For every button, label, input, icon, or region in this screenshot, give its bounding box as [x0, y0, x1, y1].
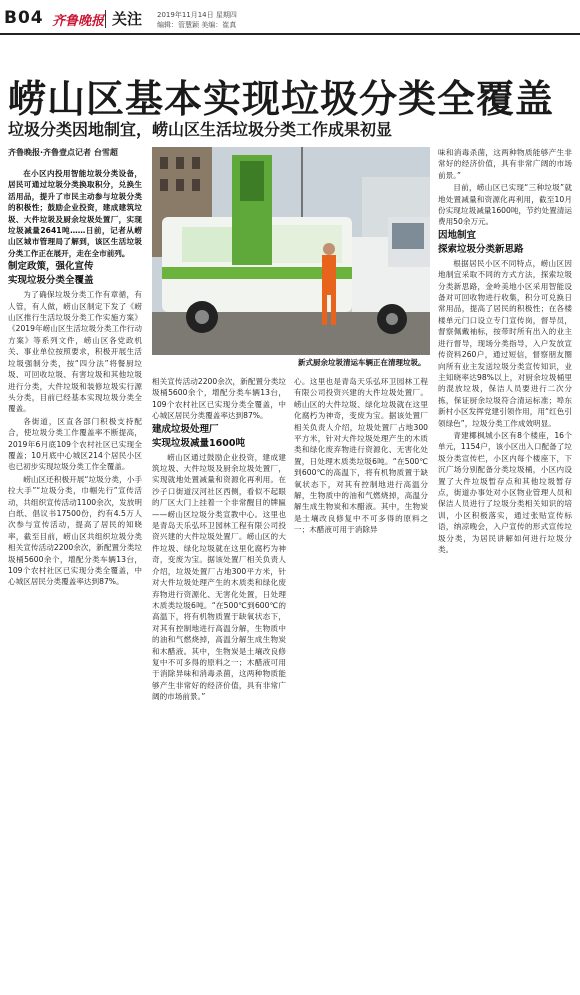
body-paragraph: 味和消毒杀菌，这两种物质能够产生非常好的经济价值，具有非常广阔的市场前景。”: [438, 148, 572, 180]
section-name: 关注: [112, 10, 143, 28]
body-paragraph: 各街道，区直各部门积极支持配合，使垃圾分类工作覆盖率不断提高，2019年6月底109个农村社区已实现全覆盖；10月底中心城区214个居民小区也已初步实现垃圾分类工作全覆盖。: [8, 416, 142, 472]
column-4: [438, 147, 572, 554]
column-1: [8, 168, 142, 587]
editors: 编辑：管慧颖 美编：崔真: [157, 21, 237, 29]
paper-logo: 齐鲁晚报: [52, 14, 105, 29]
section-heading: 制定政策，强化宣传 实现垃圾分类全覆盖: [8, 261, 94, 287]
subheadline: 垃圾分类因地制宜，崂山区生活垃圾分类工作成果初显: [8, 120, 393, 139]
byline: 齐鲁晚报·齐鲁壹点记者 台雪超: [8, 148, 118, 157]
section-heading: 因地制宜 探索垃圾分类新思路: [438, 229, 524, 255]
masthead-rule: [0, 33, 580, 35]
masthead-divider: [105, 10, 106, 28]
body-paragraph: 为了确保垃圾分类工作有章循，有人管，有人做，崂山区制定下发了《崂山区推行生活垃圾分类工作实施方案》《2019年崂山区生活垃圾分类工作行动方案》等系列文件，崂山区各党政机关、事业单位按照要求，积极开展生活垃圾强制分类，按“四分法”将餐厨垃圾、可回收垃圾、有害垃圾和其他垃圾进行分类，大件垃圾和装修垃圾实行源头分类，目前已经基本实现垃圾分类全覆盖。: [8, 290, 142, 414]
body-paragraph: 崂山区还积极开展“垃圾分类，小手拉大手”“垃圾分类，巾帼先行”宣传活动，共组织宣传活动1100余次，发放明白纸、倡议书17500份，约有4.5万人次参与宣传活动，提高了居民的知晓率，截至目前，崂山区共组织垃圾分类相关宣传活动2200余次，新配置分类垃圾桶5600余个，增配分类车辆13台，109个农村社区已实现分类全覆盖，中心城区居民分类覆盖率达到87%。: [8, 474, 142, 587]
body-paragraph: 青建椰枫城小区有8个楼座，16个单元，1154户，该小区出入口配备了垃圾分类宣传栏，小区内每个楼座下，下沉广场分别配备分类垃圾桶，小区内设置了大件垃圾暂存点和其他垃圾暂存点，街道办事处对小区物业管理人员和保洁人员进行了垃圾分类相关知识的培训，小区积极落实，通过张贴宣传标语，纳凉晚会，入户宣传的形式宣传垃圾分类，为居民讲解如何进行垃圾分类。: [438, 430, 572, 554]
headline: 崂山区基本实现垃圾分类全覆盖: [8, 77, 555, 121]
body-paragraph: 根据居民小区不同特点，崂山区因地制宜采取不同的方式方法，探索垃圾分类新思路，金岭美地小区采用智能设备对可回收物进行收集，积分可兑换日常用品，提高了居民的积极性；在各楼楼单元门口设立专门宣传岗，督导员，督察佩戴袖标，按带时所有出入的业主进行督导，现场分类指导，入户发放宣传资料260户，通过短信，督察朋友圈向所有业主发送垃圾分类宣传知识，业主知晓率达98%以上，对厨余垃圾桶里的混放垃圾，保洁人员要进行二次分拣，保证厨余垃圾符合清运标准；埠东新村小区发挥党建引领作用，用“红色引领绿色”，垃圾分类工作成效明显。: [438, 258, 572, 428]
section-heading: 建成垃圾处理厂 实现垃圾减量1600吨: [152, 423, 245, 449]
body-paragraph: 心。这里也是青岛天乐弘环卫园林工程有限公司投资兴建的大件垃圾处置厂。崂山区的大件垃圾、绿化垃圾就在这里化腐朽为神奇，变废为宝。据该处置厂相关负责人介绍，垃圾处置厂占地300平方米，针对大件垃圾处理产生的木质类和绿化废弃物进行资源化、无害化处置，日处理木质类垃圾6吨。“在500℃到600℃的高温下，将有机物质置于缺氧状态下，对其有控制地进行高温分解，生物质中的油和气燃烧掉，高温分解生成生物炭和木醋液。其中，生物炭是土壤改良修复中不可多得的原料之一；木醋液可用于消除异: [294, 377, 428, 535]
issue-date: 2019年11月14日 星期四: [157, 11, 237, 19]
news-photo: [152, 147, 430, 355]
column-2: [152, 376, 286, 702]
body-paragraph: 崂山区通过鼓励企业投资，建成建筑垃圾、大件垃圾及厨余垃圾处置厂，实现就地处置减量和资源化再利用。在沙子口街道汉河社区西侧，看似不起眼的厂区大门上挂着一个非常醒目的牌匾——崂山区垃圾分类宣教中心。这里也是青岛天乐弘环卫园林工程有限公司投资兴建的大件垃圾处置厂。崂山区的大件垃圾、绿化垃圾就在这里化腐朽为神奇，变废为宝。据该处置厂相关负责人介绍，垃圾处置厂占地300平方米，针对大件垃圾处理产生的木质类和绿化废弃物进行资源化、无害化处置，日处理木质类垃圾6吨。“在500℃到600℃的高温下，将有机物质置于缺氧状态下，对其有控制地进行高温分解，生物质中的油和气燃烧掉，高温分解生成生物炭和木醋液。其中，生物炭是土壤改良修复中不可多得的原料之一；木醋液可用于消除异味和消毒杀菌，这两种物质能够产生非常好的经济价值，具有非常广阔的市场前景。”: [152, 452, 286, 702]
masthead: [0, 0, 580, 36]
garbage-truck-image: [152, 147, 430, 355]
lead-paragraph: 在小区内投用智能垃圾分类设备，居民可通过垃圾分类换取积分，兑换生活用品，提升了市民主动参与垃圾分类的积极性；鼓励企业投资，建成建筑垃圾、大件垃圾及厨余垃圾处置厂，实现垃圾减量2641吨……日前，记者从崂山区城市管理局了解到，该区生活垃圾分类工作正在展开，走在全市前列。: [8, 169, 142, 258]
photo-caption: 新式厨余垃圾清运车辆正在清理垃圾。: [298, 358, 426, 367]
body-paragraph: 目前，崂山区已实现“三种垃圾”就地处置减量和资源化再利用，截至10月份实现垃圾减量1600吨，节约处置清运费用50余万元。: [438, 183, 572, 227]
body-paragraph: 相关宣传活动2200余次，新配置分类垃圾桶5600余个，增配分类车辆13台，109个农村社区已实现分类全覆盖，中心城区居民分类覆盖率达到87%。: [152, 377, 286, 421]
page-number: B04: [4, 8, 44, 28]
column-3: [294, 376, 428, 536]
